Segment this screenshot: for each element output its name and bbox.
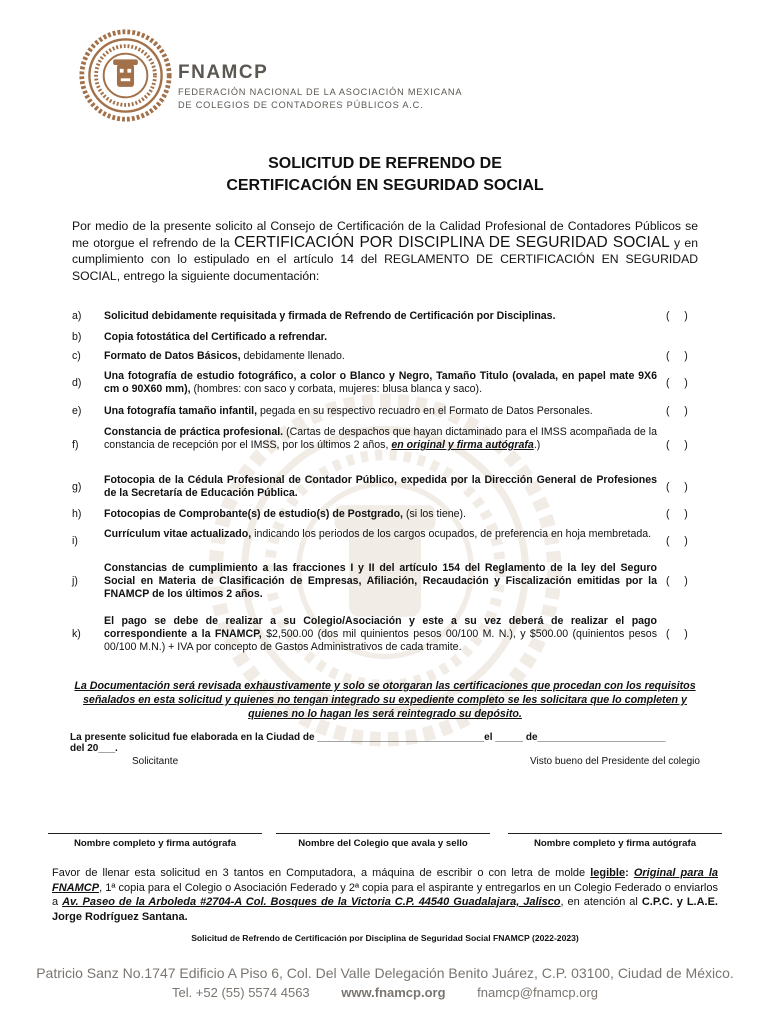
requirement-title: Constancia de práctica profesional. — [104, 426, 284, 438]
place-date-line — [70, 732, 700, 754]
place-el: el — [484, 732, 493, 743]
city-field[interactable]: ______________________________ — [317, 732, 485, 743]
requirement-letter: a) — [72, 310, 82, 322]
requirement-checkbox[interactable]: ( ) — [666, 439, 688, 451]
requirement-letter: j) — [72, 575, 78, 587]
instructions-original: Original para la FNAMCP — [52, 867, 718, 894]
footer-email-link[interactable]: fnamcp@fnamcp.org — [477, 985, 599, 1000]
requirement-checkbox[interactable]: ( ) — [666, 575, 688, 587]
requirement-detail: (Cartas de despachos que hayan dictaminado para el IMSS acompañada de la constancia de recepción por el IMSS, por los últimos 2 años, — [104, 426, 658, 451]
requirement-letter: c) — [72, 350, 81, 362]
requirement-title: Solicitud debidamente requisitada y firmada de Refrendo de Certificación por Disciplinas. — [104, 310, 556, 322]
requirement-title: Formato de Datos Básicos, — [104, 350, 241, 362]
requirement-f — [72, 426, 698, 466]
requirement-b — [72, 331, 698, 345]
president-approval-label: Visto bueno del Presidente del colegio — [530, 756, 700, 767]
instructions-text-2: , 1ª copia para el Colegio o Asociación Federado y 2ª copia para el aspirante y entregarlos en un Colegio Federado o enviarlos a — [52, 881, 718, 908]
requirement-title: Currículum vitae actualizado, — [104, 528, 252, 540]
requirement-title: Fotocopias de Comprobante(s) de estudio(s) de Postgrado, — [104, 508, 403, 520]
review-notice: La Documentación será revisada exhaustivamente y solo se otorgaran las certificaciones que procedan con los requisitos señalados en esta solicitud y quienes no tengan integrado su expediente completo se les solicitara que lo completen y quienes no lo hagan les será reintegrado su depósito. — [74, 680, 696, 720]
requirement-emphasis: en original y firma autógrafa — [391, 439, 534, 451]
requirement-h — [72, 508, 698, 522]
requirement-checkbox[interactable]: ( ) — [666, 628, 688, 640]
signature-line-3[interactable] — [508, 833, 722, 834]
month-field[interactable]: _______________________ — [537, 732, 666, 743]
intro-text-2: y en cumplimiento con lo estipulado en el artículo 14 del REGLAMENTO DE CERTIFICACIÓN EN SEGURIDAD SOCIAL, entrego la siguiente documentación: — [72, 235, 698, 283]
requirement-d — [72, 370, 698, 398]
instructions-text-3: , en atención al — [560, 896, 642, 908]
form-title-line-2: CERTIFICACIÓN EN SEGURIDAD SOCIAL — [226, 177, 544, 194]
requirement-tail: .) — [533, 439, 541, 451]
requirement-checkbox[interactable]: ( ) — [666, 377, 688, 389]
requirement-letter: e) — [72, 405, 82, 417]
solicitante-label: Solicitante — [132, 756, 179, 767]
day-field[interactable]: _____ — [495, 732, 524, 743]
requirement-title: Copia fotostática del Certificado a refrendar. — [104, 331, 328, 343]
requirement-checkbox[interactable]: ( ) — [666, 508, 688, 520]
requirement-letter: h) — [72, 508, 82, 520]
requirement-letter: d) — [72, 377, 82, 389]
instructions-paragraph — [52, 866, 718, 924]
requirement-i — [72, 528, 698, 556]
brand-name: FNAMCP — [178, 62, 269, 83]
year-field[interactable]: del 20___. — [70, 743, 118, 754]
requirement-title: Constancias de cumplimiento a las fracciones I y II del artículo 154 del Reglamento de la ley del Seguro Social en Materia de Clasificación de Empresas, Afiliación, Recaudación y Fiscalización emitidas por la FNAMCP de los últimos 2 años. — [104, 562, 657, 600]
requirement-title: Una fotografía tamaño infantil, — [104, 405, 258, 417]
requirement-checkbox[interactable]: ( ) — [666, 350, 688, 362]
footer-phone: Tel. +52 (55) 5574 4563 — [171, 985, 310, 1000]
requirement-j — [72, 562, 698, 602]
place-de: de — [525, 732, 538, 743]
requirement-letter: f) — [72, 439, 79, 451]
footer-website-link[interactable]: www.fnamcp.org — [341, 985, 446, 1000]
requirement-title: Una fotografía de estudio fotográfico, a color o Blanco y Negro, Tamaño Titulo (ovalada, en papel mate 9X6 cm o 90X60 mm), — [104, 370, 657, 395]
requirement-g — [72, 474, 698, 502]
instructions-text: Favor de llenar esta solicitud en 3 tantos en Computadora, a máquina de escribir o con letra de molde — [52, 867, 591, 879]
intro-text-1: Por medio de la presente solicito al Consejo de Certificación de la Calidad Profesional de Contadores Públicos se me otorgue el refrendo de la — [72, 219, 698, 250]
footer-contact — [0, 985, 770, 1000]
requirement-c — [72, 350, 698, 364]
requirement-k — [72, 615, 698, 655]
brand-line-2: DE COLEGIOS DE CONTADORES PÚBLICOS A.C. — [178, 100, 424, 110]
signature-line-1[interactable] — [48, 833, 262, 834]
brand-line-1: FEDERACIÓN NACIONAL DE LA ASOCIACIÓN MEXICANA — [178, 87, 463, 97]
instructions-colon: : — [625, 867, 634, 879]
fnamcp-logo-icon — [78, 28, 173, 123]
requirement-detail: (hombres: con saco y corbata, mujeres: blusa blanca y saco). — [190, 383, 483, 395]
signature-caption-3: Nombre completo y firma autógrafa — [533, 838, 697, 849]
requirement-title: Fotocopia de la Cédula Profesional de Contador Público, expedida por la Dirección General de Profesiones de la Secretaría de Educación Pública. — [104, 474, 657, 499]
requirement-checkbox[interactable]: ( ) — [666, 481, 688, 493]
requirement-detail: (si los tiene). — [403, 508, 466, 520]
requirement-a — [72, 310, 698, 324]
signature-caption-2: Nombre del Colegio que avala y sello — [298, 838, 468, 849]
requirement-checkbox[interactable]: ( ) — [666, 405, 688, 417]
requirement-letter: k) — [72, 628, 81, 640]
form-title-line-1: SOLICITUD DE REFRENDO DE — [268, 155, 502, 172]
document-footer-title: Solicitud de Refrendo de Certificación por Disciplina de Seguridad Social FNAMCP (2022-2023) — [191, 933, 579, 943]
requirement-detail: $2,500.00 (dos mil quinientos pesos 00/100 M. N.), y $500.00 (quinientos pesos 00/100 M.N.) + IVA por concepto de Gastos Administrativos de cada tramite. — [104, 628, 657, 653]
requirement-letter: b) — [72, 331, 82, 343]
instructions-address: Av. Paseo de la Arboleda #2704-A Col. Bosques de la Victoria C.P. 44540 Guadalajara, Jalisco — [62, 896, 561, 908]
instructions-legible: legible — [590, 867, 626, 879]
requirement-checkbox[interactable]: ( ) — [666, 310, 688, 322]
requirement-e — [72, 405, 698, 419]
instructions-contact-person: C.P.C. y L.A.E. Jorge Rodríguez Santana. — [52, 896, 718, 923]
requirement-title: El pago se debe de realizar a su Colegio/Asociación y este a su vez deberá de realizar el pago correspondiente a la FNAMCP, — [104, 615, 657, 640]
place-text: La presente solicitud fue elaborada en la Ciudad de — [70, 732, 315, 743]
footer-address: Patricio Sanz No.1747 Edificio A Piso 6, Col. Del Valle Delegación Benito Juárez, C.P. 03100, Ciudad de México. — [36, 965, 734, 981]
requirement-detail: debidamente llenado. — [240, 350, 345, 362]
intro-paragraph — [72, 218, 698, 284]
requirement-checkbox[interactable]: ( ) — [666, 535, 688, 547]
intro-certification-name: CERTIFICACIÓN POR DISCIPLINA DE SEGURIDAD SOCIAL — [233, 233, 670, 251]
signature-line-2[interactable] — [276, 833, 490, 834]
signature-caption-1: Nombre completo y firma autógrafa — [73, 838, 237, 849]
requirement-detail: indicando los periodos de los cargos ocupados, de preferencia en hoja membretada. — [251, 528, 652, 540]
requirement-detail: pegada en su respectivo recuadro en el Formato de Datos Personales. — [257, 405, 593, 417]
requirement-letter: i) — [72, 535, 78, 547]
requirement-letter: g) — [72, 481, 82, 493]
